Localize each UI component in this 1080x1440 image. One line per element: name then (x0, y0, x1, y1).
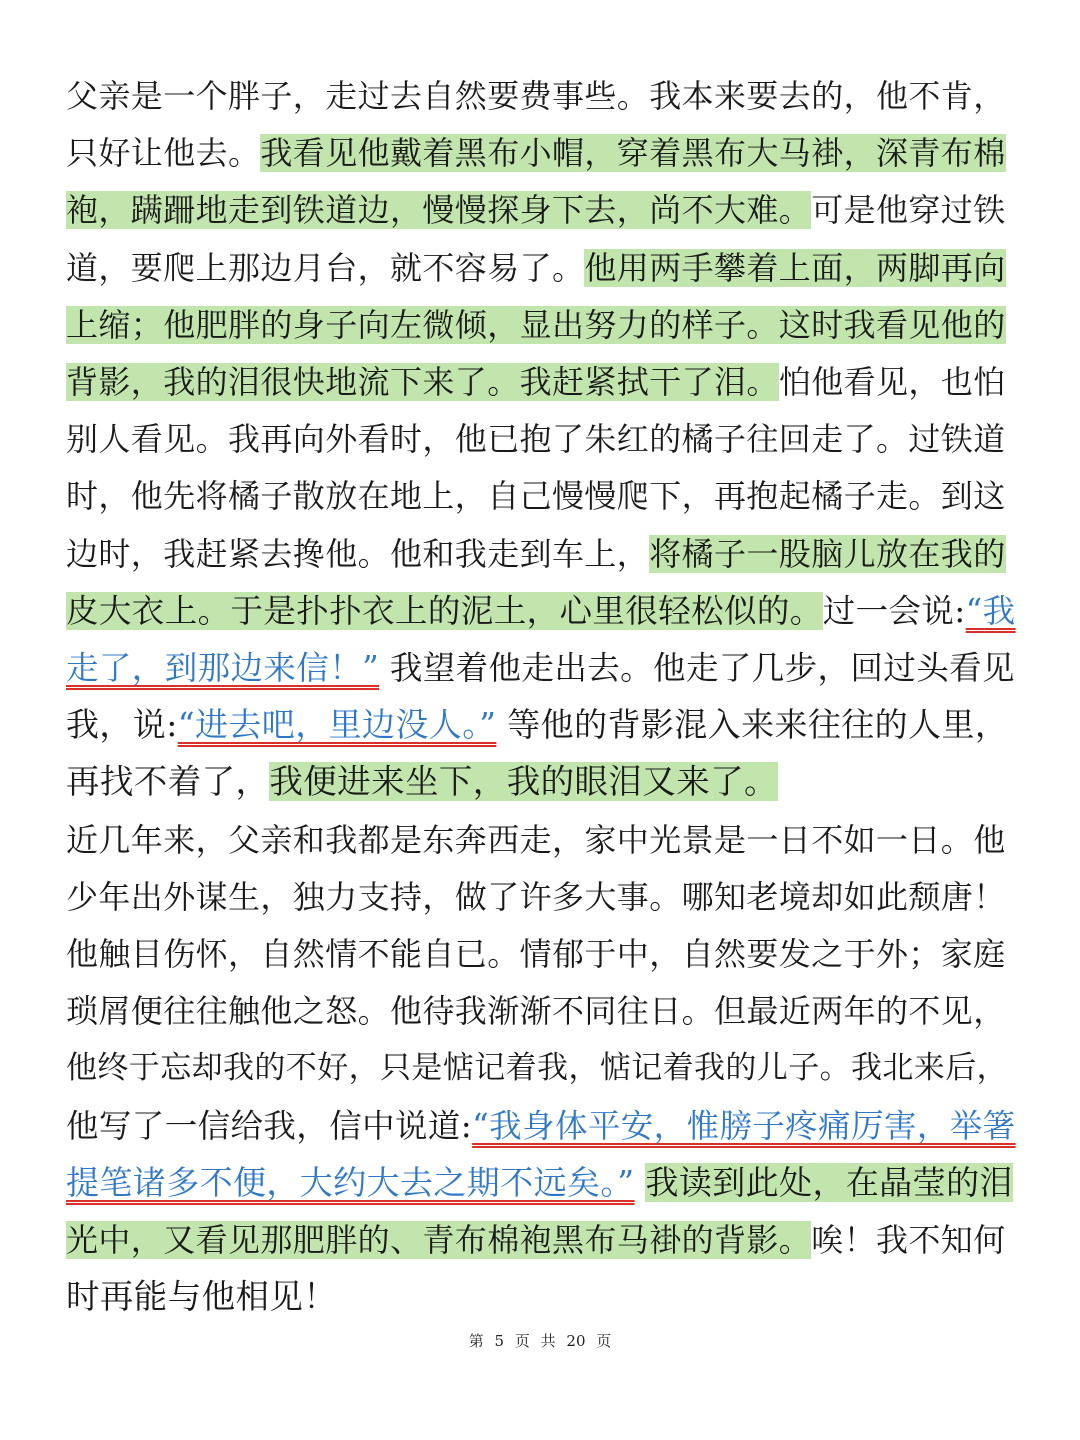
body-text: 怕他看见，也怕 (778, 363, 1006, 401)
text-line (66, 240, 1016, 296)
body-text: 可是他穿过铁 (811, 191, 1006, 230)
highlighted-text: 我读到此处，在晶莹的泪 (645, 1162, 1013, 1202)
page-footer (0, 1330, 1080, 1352)
body-text: 时再能与他相见！ (66, 1277, 338, 1317)
highlighted-text: 我便进来坐下，我的眼泪又来了。 (269, 762, 778, 802)
footer-di: 第 (468, 1332, 484, 1350)
footer-ye: 页 (514, 1332, 530, 1350)
body-text: 他终于忘却我的不好，只是惦记着我，惦记着我的儿子。我北来后， (66, 1050, 1008, 1087)
page-number: 5 (494, 1332, 505, 1350)
body-text: 近几年来，父亲和我都是东奔西走，家中光景是一日不如一日。他 (66, 820, 1006, 859)
body-text: 道，要爬上那边月台，就不容易了。 (66, 248, 585, 287)
body-text: 他触目伤怀，自然情不能自已。情郁于中，自然要发之于外；家庭 (66, 935, 1006, 973)
text-line (66, 983, 1016, 1039)
text-line (66, 1040, 1016, 1096)
body-text: 父亲是一个胖子，走过去自然要费事些。我本来要去的，他不肯， (66, 77, 1006, 115)
text-line (66, 583, 1016, 639)
text-line (66, 640, 1016, 696)
text-line (66, 1269, 1016, 1325)
body-text: 边时，我赶紧去搀他。他和我走到车上， (66, 534, 650, 573)
body-text: 等他的背影混入来来往往的人里， (496, 705, 1009, 745)
text-line (66, 1212, 1016, 1268)
total-pages: 20 (566, 1332, 586, 1350)
highlighted-text: 皮大衣上。于是扑扑衣上的泥土，心里很轻松似的。 (66, 591, 823, 630)
quoted-text: 提笔诸多不便，大约大去之期不远矣。” (66, 1162, 635, 1202)
body-text: 我，说: (66, 705, 178, 745)
text-line (66, 182, 1016, 238)
text-line (66, 411, 1016, 467)
highlighted-text: 我看见他戴着黑布小帽，穿着黑布大马褂，深青布棉 (260, 134, 1006, 173)
text-line (66, 1098, 1016, 1154)
body-text: 别人看见。我再向外看时，他已抱了朱红的橘子往回走了。过铁道 (66, 420, 1006, 459)
text-line (66, 468, 1016, 524)
text-line (66, 697, 1016, 753)
highlighted-text: 袍，蹒跚地走到铁道边，慢慢探身下去，尚不大难。 (66, 191, 812, 230)
quoted-text: “进去吧，里边没人。” (177, 705, 497, 745)
text-line (66, 812, 1016, 868)
text-line (66, 354, 1016, 410)
text-line (66, 125, 1016, 181)
text-line (66, 869, 1016, 925)
body-text: 唉！我不知何 (811, 1221, 1006, 1259)
footer-ye-2: 页 (596, 1332, 612, 1350)
body-text: 少年出外谋生，独力支持，做了许多大事。哪知老境却如此颓唐！ (66, 877, 1006, 916)
text-line (66, 526, 1016, 582)
body-text: 过一会说: (822, 591, 966, 630)
quoted-text: 走了，到那边来信！” (66, 649, 380, 687)
body-text: 时，他先将橘子散放在地上，自己慢慢爬下，再抱起橘子走。到这 (66, 477, 1006, 516)
highlighted-text: 光中，又看见那肥胖的、青布棉袍黑布马褂的背影。 (66, 1221, 812, 1259)
body-text (635, 1163, 646, 1202)
text-line (66, 754, 1016, 810)
text-line (66, 68, 1016, 124)
quoted-text: “我身体平安，惟膀子疼痛厉害，举箸 (472, 1106, 1016, 1145)
footer-gong: 共 (540, 1332, 556, 1350)
text-line (66, 926, 1016, 982)
highlighted-text: 背影，我的泪很快地流下来了。我赶紧拭干了泪。 (66, 363, 779, 401)
highlighted-text: 上缩；他肥胖的身子向左微倾，显出努力的样子。这时我看见他的 (66, 305, 1006, 344)
quoted-text: “我 (965, 591, 1016, 630)
body-text: 琐屑便往往触他之怒。他待我渐渐不同往日。但最近两年的不见， (66, 992, 1006, 1031)
highlighted-text: 将橘子一股脑儿放在我的 (649, 534, 1006, 573)
text-line (66, 1155, 1016, 1211)
body-text: 只好让他去。 (66, 134, 261, 173)
highlighted-text: 他用两手攀着上面，两脚再向 (584, 248, 1006, 287)
body-text: 再找不着了， (66, 762, 270, 802)
body-text: 他写了一信给我，信中说道: (66, 1106, 473, 1145)
body-text: 我望着他走出去。他走了几步，回过头看见 (379, 649, 1015, 687)
text-line (66, 297, 1016, 353)
